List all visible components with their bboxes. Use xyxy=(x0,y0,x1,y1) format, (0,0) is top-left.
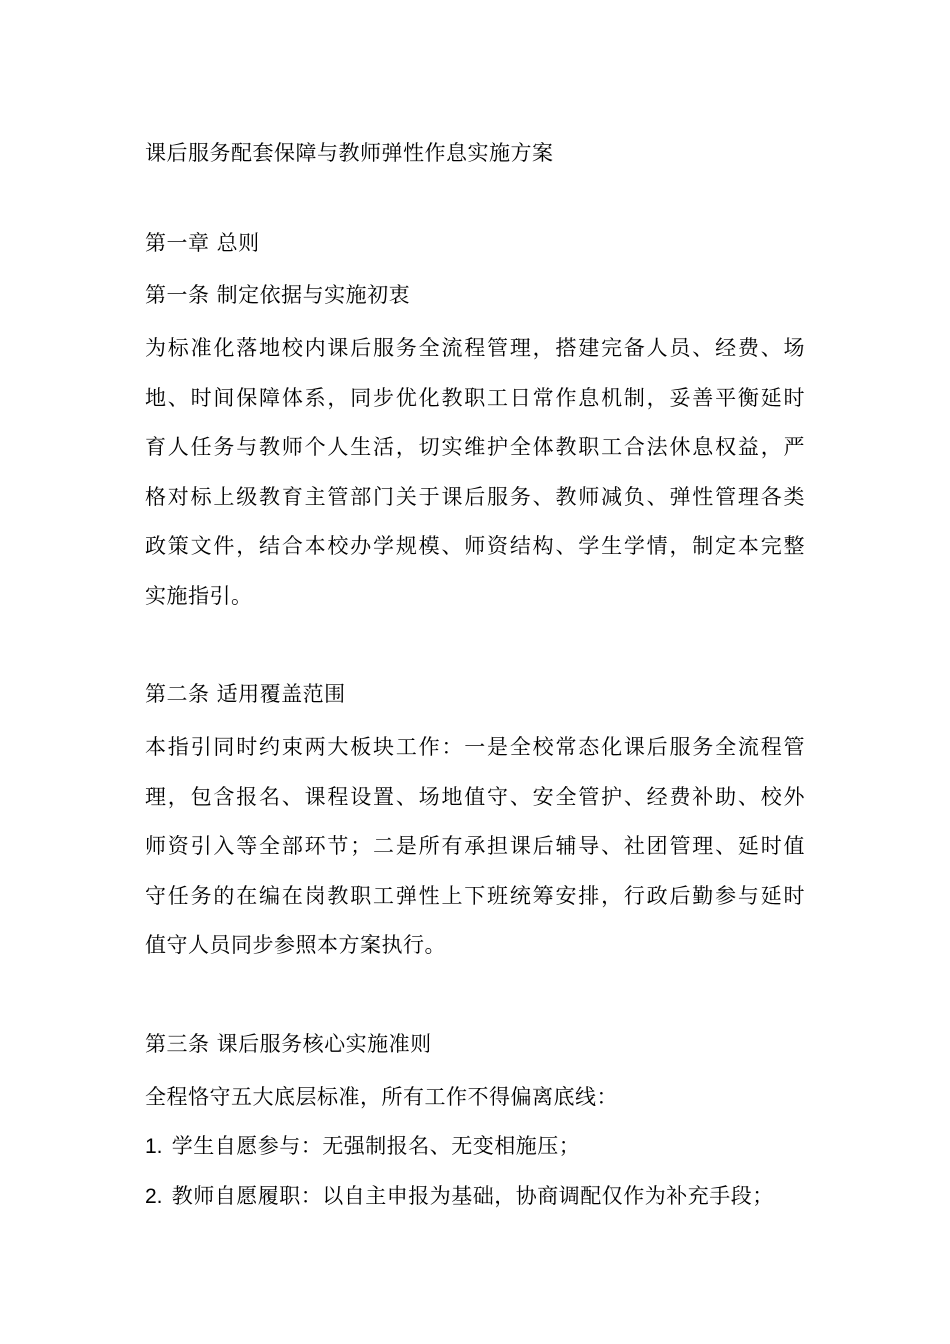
list-item-number: 1. xyxy=(145,1135,163,1158)
list-item-number: 2. xyxy=(145,1184,163,1208)
article-2-paragraph xyxy=(145,723,815,971)
paragraph-line: 值守人员同步参照本方案执行。 xyxy=(145,933,446,957)
chapter-heading: 第一章 总则 xyxy=(145,231,260,255)
article-3-heading: 第三条 课后服务核心实施准则 xyxy=(145,1031,432,1056)
paragraph-line: 理，包含报名、课程设置、场地值守、安全管护、经费补助、校外 xyxy=(145,784,805,809)
paragraph-line: 格对标上级教育主管部门关于课后服务、教师减负、弹性管理各类 xyxy=(145,484,805,509)
paragraph-line: 守任务的在编在岗教职工弹性上下班统筹安排，行政后勤参与延时 xyxy=(145,883,805,908)
list-item-text: 学生自愿参与：无强制报名、无变相施压； xyxy=(171,1134,581,1158)
article-1-heading: 第一条 制定依据与实施初衷 xyxy=(145,283,411,307)
paragraph-spacer xyxy=(145,621,815,673)
paragraph-line: 政策文件，结合本校办学规模、师资结构、学生学情，制定本完整 xyxy=(145,534,805,558)
article-3-intro: 全程恪守五大底层标准，所有工作不得偏离底线： xyxy=(145,1084,618,1109)
article-2-heading: 第二条 适用覆盖范围 xyxy=(145,682,346,706)
document-body xyxy=(145,134,815,1221)
paragraph-line: 本指引同时约束两大板块工作：一是全校常态化课后服务全流程管 xyxy=(145,735,805,759)
paragraph-line: 地、时间保障体系，同步优化教职工日常作息机制，妥善平衡延时 xyxy=(145,385,805,410)
paragraph-line: 师资引入等全部环节；二是所有承担课后辅导、社团管理、延时值 xyxy=(145,834,805,858)
paragraph-line: 实施指引。 xyxy=(145,583,253,608)
list-item xyxy=(145,1172,815,1222)
paragraph-spacer xyxy=(145,971,815,1023)
paragraph-line: 育人任务与教师个人生活，切实维护全体教职工合法休息权益，严 xyxy=(145,435,805,459)
list-item-text: 教师自愿履职：以自主申报为基础，协商调配仅作为补充手段； xyxy=(171,1183,774,1208)
article-3-list xyxy=(145,1122,815,1221)
document-title: 课后服务配套保障与教师弹性作息实施方案 xyxy=(145,141,554,165)
list-item xyxy=(145,1122,815,1172)
paragraph-line: 为标准化落地校内课后服务全流程管理，搭建完备人员、经费、场 xyxy=(145,336,805,360)
article-1-paragraph xyxy=(145,324,815,621)
